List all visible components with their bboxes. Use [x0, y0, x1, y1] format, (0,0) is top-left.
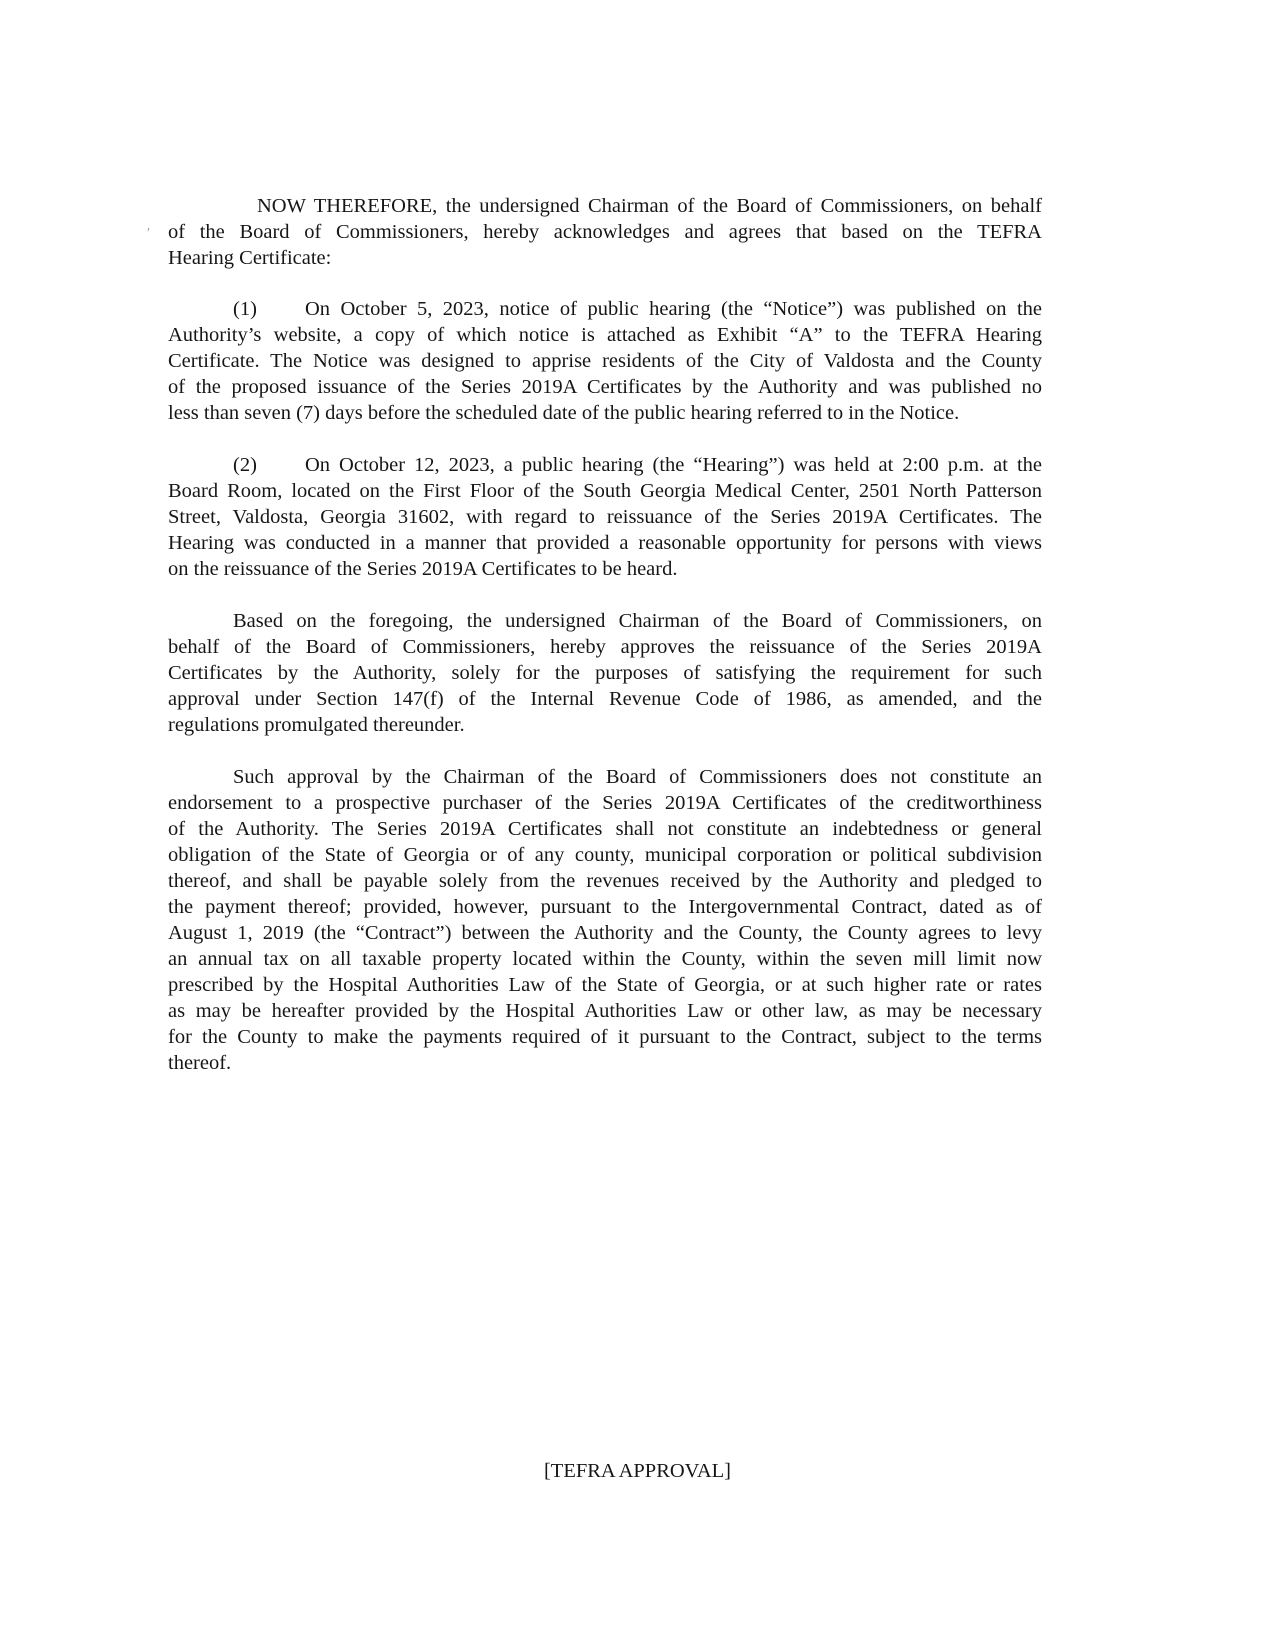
text-line: Hearing Certificate:	[168, 247, 332, 269]
text-line: of the proposed issuance of the Series 2019A Certificates by the Authority and was published no	[168, 376, 1042, 398]
text-line: of the Board of Commissioners, hereby acknowledges and agrees that based on the TEFRA	[168, 221, 1042, 243]
text-line: NOW THEREFORE, the undersigned Chairman of the Board of Commissioners, on behalf	[257, 195, 1042, 217]
text-line: of the Authority. The Series 2019A Certificates shall not constitute an indebtedness or general	[168, 818, 1042, 840]
text-line: as may be hereafter provided by the Hospital Authorities Law or other law, as may be necessary	[168, 1000, 1042, 1022]
text-line: Street, Valdosta, Georgia 31602, with regard to reissuance of the Series 2019A Certificates. The	[168, 506, 1042, 528]
footer-label: [TEFRA APPROVAL]	[543, 1460, 731, 1482]
text-line: approval under Section 147(f) of the Internal Revenue Code of 1986, as amended, and the	[168, 688, 1042, 710]
paragraph-approval	[168, 608, 1042, 738]
text-line: Authority’s website, a copy of which notice is attached as Exhibit “A” to the TEFRA Hearing	[168, 324, 1042, 346]
text-line: Based on the foregoing, the undersigned Chairman of the Board of Commissioners, on	[233, 610, 1042, 632]
paragraph-number: (2)	[233, 454, 257, 476]
text-line: Board Room, located on the First Floor of the South Georgia Medical Center, 2501 North Patterson	[168, 480, 1042, 502]
text-line: the payment thereof; provided, however, pursuant to the Intergovernmental Contract, dated as of	[168, 896, 1042, 918]
text-line	[168, 296, 1042, 322]
paragraph-disclaimer	[168, 764, 1042, 1076]
text-line: less than seven (7) days before the scheduled date of the public hearing referred to in the Notice.	[168, 402, 960, 424]
line-text: On October 5, 2023, notice of public hearing (the “Notice”) was published on the	[305, 298, 1042, 320]
line-text: On October 12, 2023, a public hearing (the “Hearing”) was held at 2:00 p.m. at the	[305, 454, 1042, 476]
scan-mark: ′	[147, 226, 151, 241]
text-line: August 1, 2019 (the “Contract”) between the Authority and the County, the County agrees to levy	[168, 922, 1042, 944]
text-line: behalf of the Board of Commissioners, hereby approves the reissuance of the Series 2019A	[168, 636, 1042, 658]
text-line: Such approval by the Chairman of the Board of Commissioners does not constitute an	[233, 766, 1042, 788]
text-line: thereof.	[168, 1052, 232, 1074]
text-line	[168, 452, 1042, 478]
text-line: obligation of the State of Georgia or of any county, municipal corporation or political subdivision	[168, 844, 1042, 866]
paragraph-item-1-notice	[168, 296, 1042, 426]
paragraph-number: (1)	[233, 298, 257, 320]
text-line: Certificates by the Authority, solely for the purposes of satisfying the requirement for such	[168, 662, 1042, 684]
text-line: regulations promulgated thereunder.	[168, 714, 465, 736]
text-line: Hearing was conducted in a manner that provided a reasonable opportunity for persons with views	[168, 532, 1042, 554]
text-line: Certificate. The Notice was designed to apprise residents of the City of Valdosta and the County	[168, 350, 1042, 372]
text-line: an annual tax on all taxable property located within the County, within the seven mill limit now	[168, 948, 1042, 970]
text-line: thereof, and shall be payable solely from the revenues received by the Authority and pledged to	[168, 870, 1042, 892]
text-line: for the County to make the payments required of it pursuant to the Contract, subject to the terms	[168, 1026, 1042, 1048]
paragraph-item-2-hearing	[168, 452, 1042, 582]
text-line: on the reissuance of the Series 2019A Certificates to be heard.	[168, 558, 678, 580]
paragraph-now-therefore	[168, 193, 1042, 271]
text-line: endorsement to a prospective purchaser of the Series 2019A Certificates of the creditworthiness	[168, 792, 1042, 814]
text-line: prescribed by the Hospital Authorities Law of the State of Georgia, or at such higher rate or rates	[168, 974, 1042, 996]
